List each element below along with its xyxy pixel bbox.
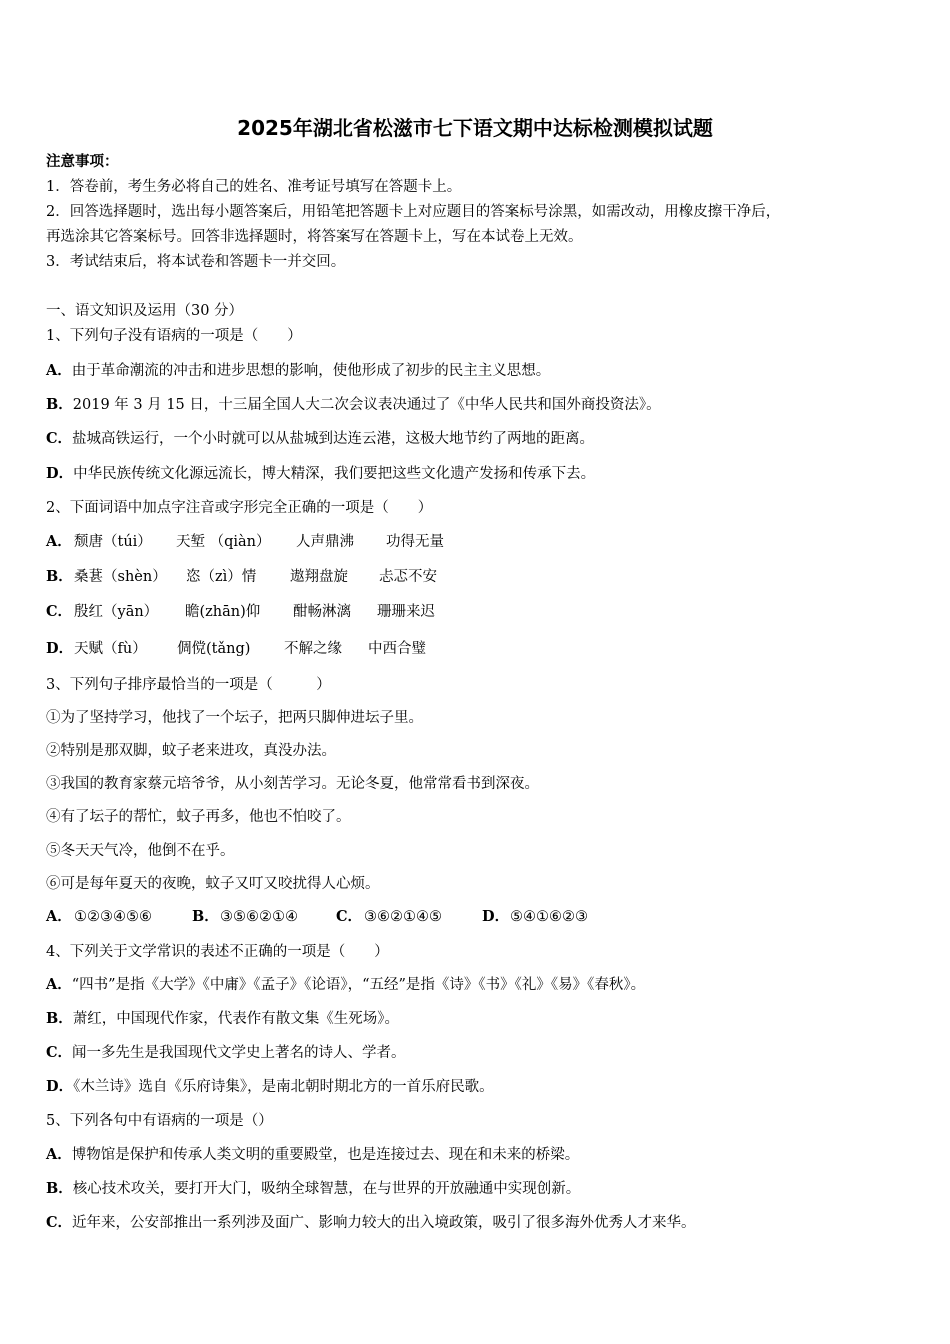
- option-label: A．: [46, 908, 72, 925]
- option-text: 2019 年 3 月 15 日，十三届全国人大二次会议表决通过了《中华人民共和国外商投资法》。: [72, 397, 661, 413]
- question-stem: 3、下列句子排序最恰当的一项是（ ）: [46, 677, 331, 693]
- option-row: [46, 532, 906, 552]
- option-text: ①②③④⑤⑥: [74, 909, 152, 925]
- question-stem: 5、下列各句中有语病的一项是（）: [46, 1113, 273, 1129]
- option-row: [46, 429, 594, 449]
- question-stem: 2、下面词语中加点字注音或字形完全正确的一项是（ ）: [46, 500, 433, 516]
- option-word: 天赋（fù）: [74, 641, 147, 657]
- option-row: [46, 1043, 406, 1063]
- option-label: A．: [46, 533, 72, 550]
- notice-heading: 注意事项：: [46, 153, 119, 170]
- sentence-item: ①为了坚持学习，他找了一个坛子，把两只脚伸进坛子里。: [46, 710, 423, 726]
- option-label: B．: [46, 568, 73, 585]
- option-word: 桑葚（shèn）: [74, 569, 167, 585]
- option-row: [46, 1077, 494, 1097]
- sentence-item: ②特别是那双脚，蚊子老来进攻，真没办法。: [46, 743, 336, 759]
- question-stem: 1、下列句子没有语病的一项是（ ）: [46, 328, 302, 344]
- option-label: C．: [46, 603, 73, 620]
- option-word: 天堑 （qiàn）: [176, 534, 271, 550]
- option-label: D．: [46, 640, 74, 657]
- option-row: [46, 602, 906, 622]
- option-word: 功得无量: [386, 534, 444, 550]
- section-heading: 一、语文知识及运用（30 分）: [46, 303, 244, 319]
- option-label: C．: [46, 430, 73, 447]
- option-text: ⑤④①⑥②③: [510, 909, 588, 925]
- option-label: A．: [46, 1146, 72, 1163]
- option-word: 人声鼎沸: [296, 534, 354, 550]
- option-word: 不解之缘: [284, 641, 342, 657]
- option-row: [46, 395, 661, 415]
- option-label: B．: [46, 396, 73, 413]
- option-word: 珊珊来迟: [377, 604, 435, 620]
- option-word: 倜傥(tǎng): [177, 641, 251, 657]
- option-word: 中西合璧: [368, 641, 426, 657]
- sentence-item: ④有了坛子的帮忙，蚊子再多，他也不怕咬了。: [46, 809, 351, 825]
- option-label: B．: [46, 1010, 73, 1027]
- notice-item: 1．答卷前，考生务必将自己的姓名、准考证号填写在答题卡上。: [46, 179, 462, 195]
- option-label: C．: [46, 1214, 73, 1231]
- option-word: 恣（zì）情: [186, 569, 257, 585]
- option-label: C．: [336, 908, 363, 925]
- option-word: 遨翔盘旋: [290, 569, 348, 585]
- option-row: [46, 361, 550, 381]
- option-text: 由于革命潮流的冲击和进步思想的影响，使他形成了初步的民主主义思想。: [71, 363, 551, 379]
- option-text: 中华民族传统文化源远流长，博大精深，我们要把这些文化遗产发扬和传承下去。: [73, 466, 596, 482]
- option-row: [46, 907, 906, 927]
- option-row: [46, 1179, 580, 1199]
- notice-item: 3．考试结束后，将本试卷和答题卡一并交回。: [46, 254, 346, 270]
- option-text: 闻一多先生是我国现代文学史上著名的诗人、学者。: [72, 1045, 406, 1061]
- option-text: 萧红，中国现代作家，代表作有散文集《生死场》。: [72, 1011, 400, 1027]
- option-text: 核心技术攻关，要打开大门，吸纳全球智慧，在与世界的开放融通中实现创新。: [72, 1181, 581, 1197]
- sentence-item: ⑥可是每年夏天的夜晚，蚊子又叮又咬扰得人心烦。: [46, 876, 380, 892]
- option-text: ③⑤⑥②①④: [220, 909, 298, 925]
- option-row: [46, 1145, 579, 1165]
- option-word: 酣畅淋漓: [293, 604, 351, 620]
- question-stem: 4、下列关于文学常识的表述不正确的一项是（ ）: [46, 944, 389, 960]
- option-label: D．: [482, 908, 510, 925]
- option-text: 博物馆是保护和传承人类文明的重要殿堂，也是连接过去、现在和未来的桥梁。: [71, 1147, 580, 1163]
- option-text: 盐城高铁运行，一个小时就可以从盐城到达连云港，这极大地节约了两地的距离。: [72, 431, 595, 447]
- option-label: D．: [46, 1078, 74, 1095]
- option-label: B．: [46, 1180, 73, 1197]
- option-row: [46, 639, 906, 659]
- notice-item: 再选涂其它答案标号。回答非选择题时，将答案写在答题卡上，写在本试卷上无效。: [46, 229, 583, 245]
- option-text: 《木兰诗》选自《乐府诗集》，是南北朝时期北方的一首乐府民歌。: [73, 1079, 494, 1095]
- option-text: 近年来，公安部推出一系列涉及面广、影响力较大的出入境政策，吸引了很多海外优秀人才来华。: [72, 1215, 696, 1231]
- page-title: 2025年湖北省松滋市七下语文期中达标检测模拟试题: [237, 116, 713, 140]
- sentence-item: ③我国的教育家蔡元培爷爷，从小刻苦学习。无论冬夏，他常常看书到深夜。: [46, 776, 539, 792]
- option-label: C．: [46, 1044, 73, 1061]
- option-row: [46, 1213, 696, 1233]
- option-word: 殷红（yān）: [74, 604, 159, 620]
- option-row: [46, 464, 595, 484]
- notice-item: 2．回答选择题时，选出每小题答案后，用铅笔把答题卡上对应题目的答案标号涂黑，如需改动，用橡皮擦干净后，: [46, 204, 781, 220]
- option-word: 颓唐（túi）: [74, 534, 152, 550]
- option-label: A．: [46, 362, 72, 379]
- option-row: [46, 567, 906, 587]
- option-label: B．: [192, 908, 219, 925]
- sentence-item: ⑤冬天天气冷，他倒不在乎。: [46, 843, 235, 859]
- option-word: 忐忑不安: [379, 569, 437, 585]
- option-label: D．: [46, 465, 74, 482]
- option-row: [46, 975, 645, 995]
- option-word: 瞻(zhān)仰: [185, 604, 261, 620]
- option-label: A．: [46, 976, 72, 993]
- option-text: “四书”是指《大学》《中庸》《孟子》《论语》，“五经”是指《诗》《书》《礼》《易》《春秋》。: [71, 977, 646, 993]
- option-row: [46, 1009, 399, 1029]
- option-text: ③⑥②①④⑤: [364, 909, 442, 925]
